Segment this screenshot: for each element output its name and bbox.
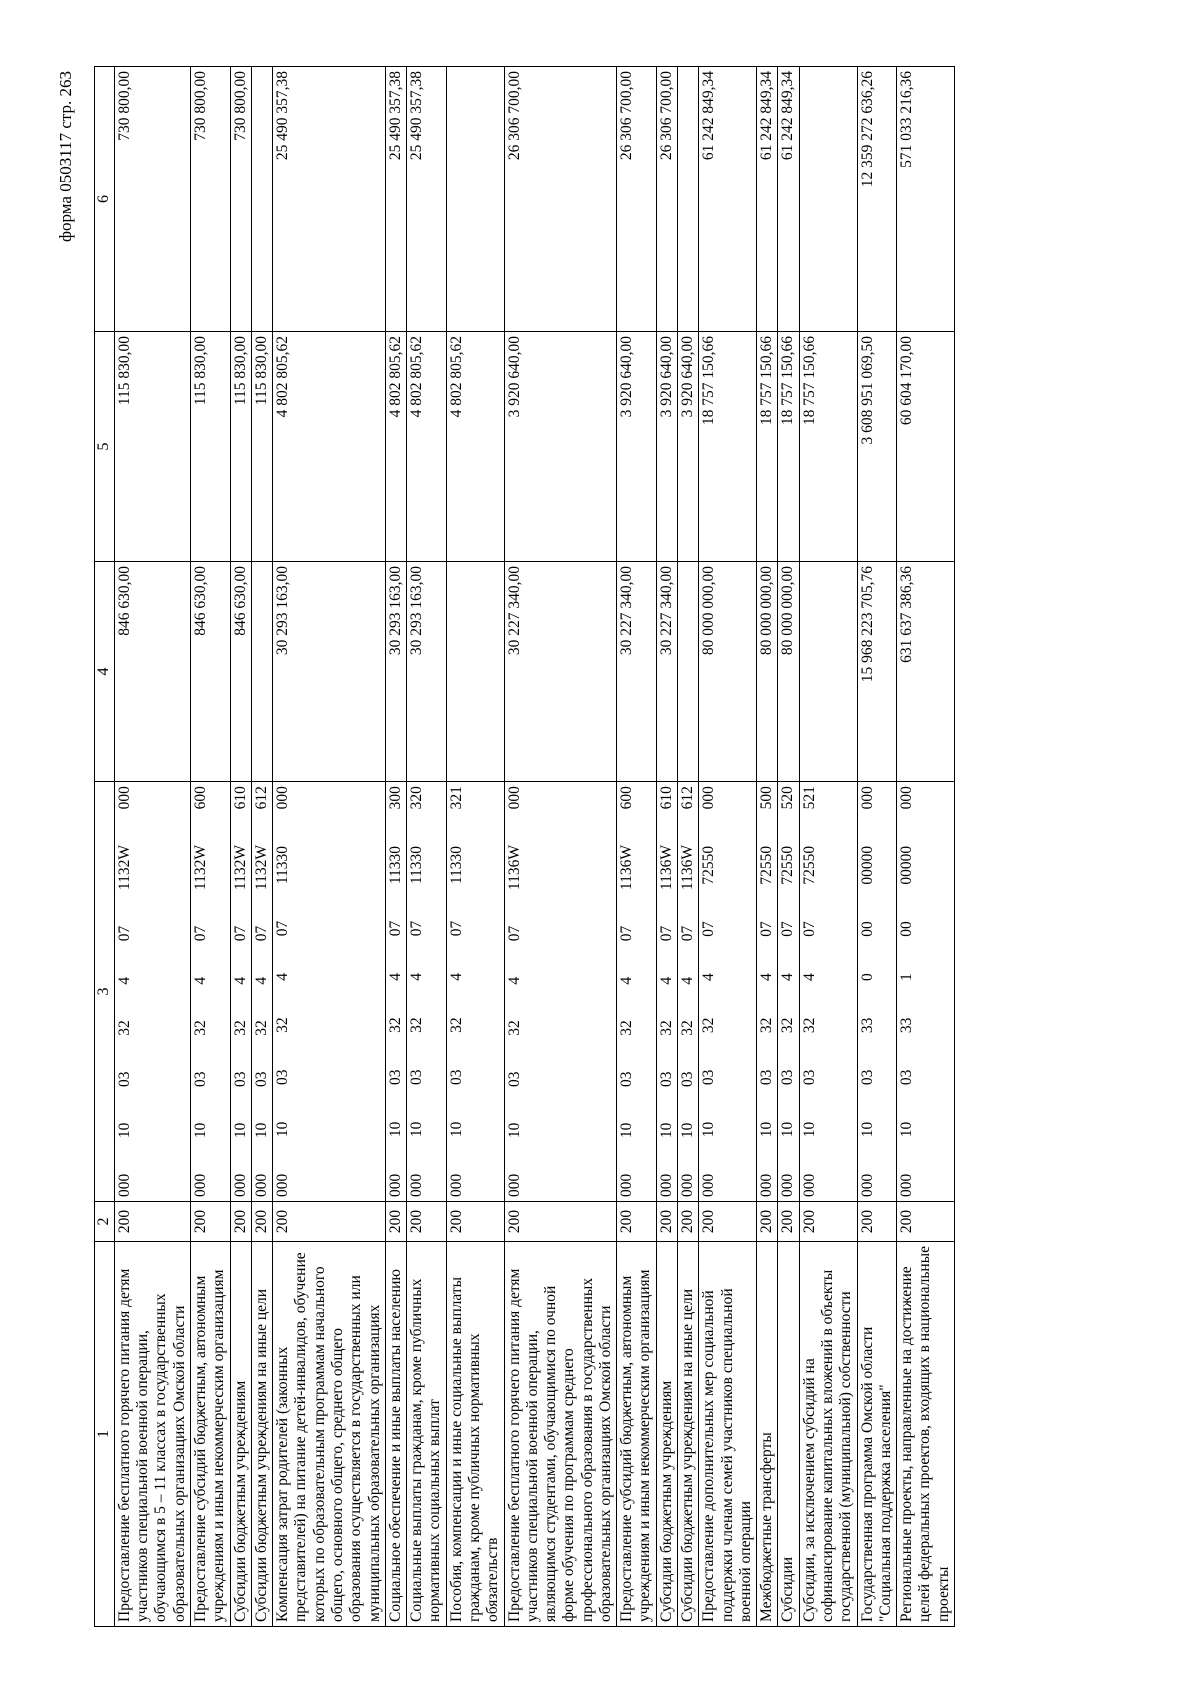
budget-classification-code (857, 782, 897, 1202)
rotated-page (50, 67, 1100, 1627)
code-part: 11330 (274, 845, 292, 885)
line-code: 200 (857, 1202, 897, 1242)
table-row (757, 67, 778, 1627)
code-part: 07 (700, 921, 718, 937)
code-part: 10 (115, 1122, 133, 1139)
budget-classification-code (230, 782, 251, 1202)
row-name: Субсидии бюджетным учреждениям на иные цели (678, 1242, 699, 1627)
code-part: 000 (231, 1173, 249, 1197)
code-part: 10 (505, 1122, 523, 1139)
code-part: 612 (252, 786, 270, 810)
code-part: 4 (252, 976, 270, 985)
code-part: 03 (252, 1071, 270, 1087)
executed-amount: 3 920 640,00 (504, 332, 617, 562)
code-part: 1132W (115, 845, 133, 891)
code-part: 32 (386, 1017, 404, 1033)
executed-amount: 115 830,00 (251, 332, 272, 562)
table-row (678, 67, 699, 1627)
line-code: 200 (757, 1202, 778, 1242)
approved-amount: 30 227 340,00 (504, 562, 617, 782)
code-part: 1 (898, 973, 916, 981)
header-cell: 1 (95, 1242, 115, 1627)
code-part: 03 (447, 1069, 465, 1085)
code-part: 32 (679, 1020, 697, 1036)
row-name: Компенсация затрат родителей (законных представителей) на питание детей-инвалидов, обучение которых по образовательным программам начального общего, основного общего, среднего общего образования осуществляется в государственных или муниципальных образовательных организациях (273, 1242, 386, 1627)
code-part: 07 (618, 925, 636, 942)
approved-amount: 846 630,00 (114, 562, 190, 782)
code-part: 000 (700, 786, 718, 810)
remaining-amount: 61 242 849,34 (778, 67, 799, 332)
code-part: 72550 (700, 845, 718, 885)
code-part: 1136W (657, 845, 675, 891)
remaining-amount (799, 67, 857, 332)
code-part: 03 (758, 1069, 776, 1086)
line-code: 200 (230, 1202, 251, 1242)
line-code: 200 (191, 1202, 231, 1242)
code-part: 521 (800, 786, 818, 810)
code-part: 32 (231, 1020, 249, 1036)
budget-classification-code (778, 782, 799, 1202)
approved-amount: 30 293 163,00 (273, 562, 386, 782)
code-part: 000 (252, 1173, 270, 1197)
code-part: 03 (618, 1071, 636, 1087)
table-row (446, 67, 504, 1627)
header-cell: 4 (95, 562, 115, 782)
code-part: 000 (858, 786, 876, 810)
header-cell: 6 (95, 67, 115, 332)
code-part: 10 (252, 1122, 270, 1139)
line-code: 200 (656, 1202, 677, 1242)
code-part: 1136W (618, 845, 636, 891)
executed-amount: 4 802 805,62 (273, 332, 386, 562)
code-part: 32 (618, 1020, 636, 1036)
approved-amount: 30 227 340,00 (617, 562, 657, 782)
code-part: 0 (858, 973, 876, 981)
budget-classification-code (191, 782, 231, 1202)
approved-amount: 631 637 386,36 (897, 562, 955, 782)
code-part: 4 (800, 973, 818, 981)
code-part: 000 (447, 1173, 465, 1197)
code-part: 32 (505, 1020, 523, 1036)
code-part: 000 (679, 1173, 697, 1197)
code-part: 07 (679, 925, 697, 942)
budget-classification-code (114, 782, 190, 1202)
code-part: 32 (447, 1017, 465, 1033)
row-name: Предоставление субсидий бюджетным, автономным учреждениям и иным некоммерческим организациям (617, 1242, 657, 1627)
code-part: 07 (758, 921, 776, 937)
code-part: 72550 (800, 845, 818, 885)
code-part: 07 (252, 925, 270, 942)
code-part: 07 (779, 921, 797, 937)
code-part: 11330 (408, 845, 426, 885)
code-part: 07 (231, 925, 249, 942)
code-part: 000 (779, 1173, 797, 1197)
executed-amount: 4 802 805,62 (446, 332, 504, 562)
code-part: 10 (800, 1121, 818, 1138)
table-row (778, 67, 799, 1627)
code-part: 4 (231, 976, 249, 985)
code-part: 1136W (679, 845, 697, 891)
table-row (251, 67, 272, 1627)
code-part: 10 (758, 1121, 776, 1138)
header-row (95, 67, 115, 1627)
approved-amount (678, 562, 699, 782)
approved-amount: 15 968 223 705,76 (857, 562, 897, 782)
code-part: 500 (758, 786, 776, 810)
row-name: Предоставление бесплатного горячего питания детям участников специальной военной операции, являющимся студентами, обучающимися по очной форме обучения по программам среднего профессионального образования в государственных образовательных организациях Омской области (504, 1242, 617, 1627)
code-part: 11330 (447, 845, 465, 885)
approved-amount (251, 562, 272, 782)
approved-amount: 80 000 000,00 (757, 562, 778, 782)
code-part: 000 (115, 1173, 133, 1197)
code-part: 07 (800, 921, 818, 937)
code-part: 07 (505, 925, 523, 942)
code-part: 10 (618, 1122, 636, 1139)
code-part: 4 (447, 972, 465, 981)
code-part: 10 (386, 1121, 404, 1138)
row-name: Субсидии, за исключением субсидий на софинансирование капитальных вложений в объекты государственной (муниципальной) собственности (799, 1242, 857, 1627)
code-part: 03 (274, 1069, 292, 1085)
code-part: 10 (192, 1122, 209, 1139)
code-part: 4 (274, 972, 292, 981)
code-part: 03 (115, 1071, 133, 1087)
approved-amount (446, 562, 504, 782)
remaining-amount: 12 359 272 636,26 (857, 67, 897, 332)
row-name: Предоставление бесплатного горячего питания детям участников специальной военной операции, обучающимся в 5 – 11 классах в государственных образовательных организациях Омской области (114, 1242, 190, 1627)
remaining-amount: 730 800,00 (191, 67, 231, 332)
code-part: 03 (700, 1069, 718, 1086)
line-code: 200 (778, 1202, 799, 1242)
code-part: 72550 (779, 845, 797, 885)
budget-classification-code (251, 782, 272, 1202)
code-part: 000 (898, 1173, 916, 1197)
code-part: 03 (657, 1071, 675, 1087)
executed-amount: 3 920 640,00 (617, 332, 657, 562)
code-part: 1136W (505, 845, 523, 891)
code-part: 32 (657, 1020, 675, 1036)
code-part: 10 (700, 1121, 718, 1138)
table-row (799, 67, 857, 1627)
header-cell: 5 (95, 332, 115, 562)
code-part: 03 (386, 1069, 404, 1085)
budget-classification-code (699, 782, 757, 1202)
code-part: 03 (192, 1071, 209, 1087)
code-part: 000 (408, 1173, 426, 1197)
code-part: 72550 (758, 845, 776, 885)
line-code: 200 (114, 1202, 190, 1242)
code-part: 11330 (386, 845, 404, 885)
code-part: 4 (779, 973, 797, 981)
code-part: 32 (800, 1017, 818, 1034)
row-name: Межбюджетные трансферты (757, 1242, 778, 1627)
code-part: 33 (898, 1017, 916, 1034)
line-code: 200 (446, 1202, 504, 1242)
remaining-amount (446, 67, 504, 332)
code-part: 612 (679, 786, 697, 810)
code-part: 33 (858, 1017, 876, 1034)
code-part: 07 (274, 920, 292, 937)
remaining-amount: 26 306 700,00 (656, 67, 677, 332)
line-code: 200 (385, 1202, 406, 1242)
line-code: 200 (273, 1202, 386, 1242)
code-part: 00000 (858, 845, 876, 885)
form-note: форма 0503117 стр. 263 (56, 71, 75, 242)
table-row (699, 67, 757, 1627)
executed-amount: 3 608 951 069,50 (857, 332, 897, 562)
code-part: 03 (679, 1071, 697, 1087)
remaining-amount (251, 67, 272, 332)
executed-amount: 3 920 640,00 (678, 332, 699, 562)
budget-classification-code (273, 782, 386, 1202)
code-part: 4 (700, 973, 718, 981)
budget-classification-code (656, 782, 677, 1202)
header-cell: 3 (95, 782, 115, 1202)
code-part: 32 (252, 1020, 270, 1036)
code-part: 07 (192, 925, 209, 942)
table-row (897, 67, 955, 1627)
remaining-amount: 61 242 849,34 (757, 67, 778, 332)
code-part: 000 (800, 1173, 818, 1197)
approved-amount: 846 630,00 (191, 562, 231, 782)
code-part: 10 (231, 1122, 249, 1139)
table-row (230, 67, 251, 1627)
row-name: Субсидии бюджетным учреждениям (230, 1242, 251, 1627)
approved-amount (799, 562, 857, 782)
approved-amount: 30 293 163,00 (385, 562, 406, 782)
row-name: Предоставление субсидий бюджетным, автономным учреждениям и иным некоммерческим организациям (191, 1242, 231, 1627)
executed-amount: 115 830,00 (114, 332, 190, 562)
budget-classification-code (407, 782, 447, 1202)
executed-amount: 60 604 170,00 (897, 332, 955, 562)
code-part: 000 (115, 786, 133, 810)
executed-amount: 115 830,00 (230, 332, 251, 562)
code-part: 10 (779, 1121, 797, 1138)
line-code: 200 (617, 1202, 657, 1242)
code-part: 4 (679, 976, 697, 985)
code-part: 320 (408, 786, 426, 810)
code-part: 10 (408, 1121, 426, 1138)
code-part: 4 (618, 976, 636, 985)
remaining-amount: 25 490 357,38 (385, 67, 406, 332)
code-part: 4 (192, 976, 209, 985)
code-part: 00 (858, 921, 876, 937)
remaining-amount: 25 490 357,38 (273, 67, 386, 332)
code-part: 000 (505, 1173, 523, 1197)
code-part: 4 (758, 973, 776, 981)
remaining-amount: 26 306 700,00 (617, 67, 657, 332)
code-part: 03 (779, 1069, 797, 1086)
code-part: 000 (898, 786, 916, 810)
row-name: Субсидии бюджетным учреждениям на иные цели (251, 1242, 272, 1627)
table-row (656, 67, 677, 1627)
code-part: 03 (505, 1071, 523, 1087)
budget-classification-code (385, 782, 406, 1202)
table-row (273, 67, 386, 1627)
approved-amount: 30 293 163,00 (407, 562, 447, 782)
executed-amount: 115 830,00 (191, 332, 231, 562)
code-part: 4 (505, 976, 523, 985)
code-part: 000 (758, 1173, 776, 1197)
budget-classification-code (446, 782, 504, 1202)
approved-amount: 80 000 000,00 (778, 562, 799, 782)
code-part: 610 (657, 786, 675, 810)
code-part: 000 (858, 1173, 876, 1197)
row-name: Субсидии бюджетным учреждениям (656, 1242, 677, 1627)
code-part: 32 (192, 1020, 209, 1036)
row-name: Субсидии (778, 1242, 799, 1627)
remaining-amount: 571 033 216,36 (897, 67, 955, 332)
code-part: 600 (618, 786, 636, 810)
remaining-amount (678, 67, 699, 332)
executed-amount: 18 757 150,66 (757, 332, 778, 562)
executed-amount: 4 802 805,62 (385, 332, 406, 562)
code-part: 1132W (192, 845, 209, 891)
code-part: 4 (657, 976, 675, 985)
approved-amount: 30 227 340,00 (656, 562, 677, 782)
code-part: 520 (779, 786, 797, 810)
row-name: Социальные выплаты гражданам, кроме публичных нормативных социальных выплат (407, 1242, 447, 1627)
code-part: 10 (447, 1121, 465, 1138)
budget-classification-code (757, 782, 778, 1202)
code-part: 10 (274, 1121, 292, 1138)
code-part: 000 (274, 1173, 292, 1197)
line-code: 200 (699, 1202, 757, 1242)
code-part: 1132W (252, 845, 270, 891)
code-part: 000 (192, 1173, 209, 1197)
remaining-amount: 61 242 849,34 (699, 67, 757, 332)
executed-amount: 18 757 150,66 (699, 332, 757, 562)
line-code: 200 (504, 1202, 617, 1242)
code-part: 000 (386, 1173, 404, 1197)
remaining-amount: 730 800,00 (114, 67, 190, 332)
code-part: 07 (115, 925, 133, 942)
table-row (407, 67, 447, 1627)
code-part: 03 (408, 1069, 426, 1085)
code-part: 07 (386, 920, 404, 937)
code-part: 32 (700, 1017, 718, 1034)
code-part: 32 (408, 1017, 426, 1033)
line-code: 200 (799, 1202, 857, 1242)
line-code: 200 (678, 1202, 699, 1242)
table-row (191, 67, 231, 1627)
code-part: 4 (115, 976, 133, 985)
code-part: 321 (447, 786, 465, 810)
approved-amount: 80 000 000,00 (699, 562, 757, 782)
code-part: 32 (115, 1020, 133, 1036)
line-code: 200 (251, 1202, 272, 1242)
approved-amount: 846 630,00 (230, 562, 251, 782)
code-part: 000 (700, 1173, 718, 1197)
code-part: 00 (898, 921, 916, 937)
code-part: 00000 (898, 845, 916, 885)
table-row (504, 67, 617, 1627)
line-code: 200 (897, 1202, 955, 1242)
report-table (94, 66, 955, 1627)
code-part: 300 (386, 786, 404, 810)
budget-classification-code (897, 782, 955, 1202)
executed-amount: 4 802 805,62 (407, 332, 447, 562)
code-part: 03 (800, 1069, 818, 1086)
code-part: 000 (505, 786, 523, 810)
budget-classification-code (799, 782, 857, 1202)
code-part: 03 (858, 1069, 876, 1086)
row-name: Региональные проекты, направленные на достижение целей федеральных проектов, входящих в национальные проекты (897, 1242, 955, 1627)
row-name: Предоставление дополнительных мер социальной поддержки членам семей участников специальной военной операции (699, 1242, 757, 1627)
code-part: 4 (386, 972, 404, 981)
code-part: 07 (447, 920, 465, 937)
table-row (385, 67, 406, 1627)
code-part: 000 (618, 1173, 636, 1197)
budget-classification-code (504, 782, 617, 1202)
code-part: 10 (679, 1122, 697, 1139)
code-part: 03 (231, 1071, 249, 1087)
code-part: 10 (858, 1121, 876, 1138)
row-name: Пособия, компенсации и иные социальные выплаты гражданам, кроме публичных нормативных обязательств (446, 1242, 504, 1627)
table-row (617, 67, 657, 1627)
remaining-amount: 730 800,00 (230, 67, 251, 332)
budget-classification-code (617, 782, 657, 1202)
code-part: 07 (657, 925, 675, 942)
code-part: 32 (274, 1017, 292, 1033)
code-part: 600 (192, 786, 209, 810)
code-part: 10 (898, 1121, 916, 1138)
row-name: Социальное обеспечение и иные выплаты населению (385, 1242, 406, 1627)
code-part: 03 (898, 1069, 916, 1086)
code-part: 000 (274, 786, 292, 810)
executed-amount: 18 757 150,66 (799, 332, 857, 562)
code-part: 610 (231, 786, 249, 810)
executed-amount: 18 757 150,66 (778, 332, 799, 562)
code-part: 1132W (231, 845, 249, 891)
budget-classification-code (678, 782, 699, 1202)
remaining-amount: 25 490 357,38 (407, 67, 447, 332)
code-part: 32 (758, 1017, 776, 1034)
row-name: Государственная программа Омской области "Социальная поддержка населения" (857, 1242, 897, 1627)
code-part: 000 (657, 1173, 675, 1197)
code-part: 10 (657, 1122, 675, 1139)
remaining-amount: 26 306 700,00 (504, 67, 617, 332)
header-cell: 2 (95, 1202, 115, 1242)
table-row (114, 67, 190, 1627)
code-part: 4 (408, 972, 426, 981)
code-part: 32 (779, 1017, 797, 1034)
executed-amount: 3 920 640,00 (656, 332, 677, 562)
line-code: 200 (407, 1202, 447, 1242)
table-row (857, 67, 897, 1627)
code-part: 07 (408, 920, 426, 937)
